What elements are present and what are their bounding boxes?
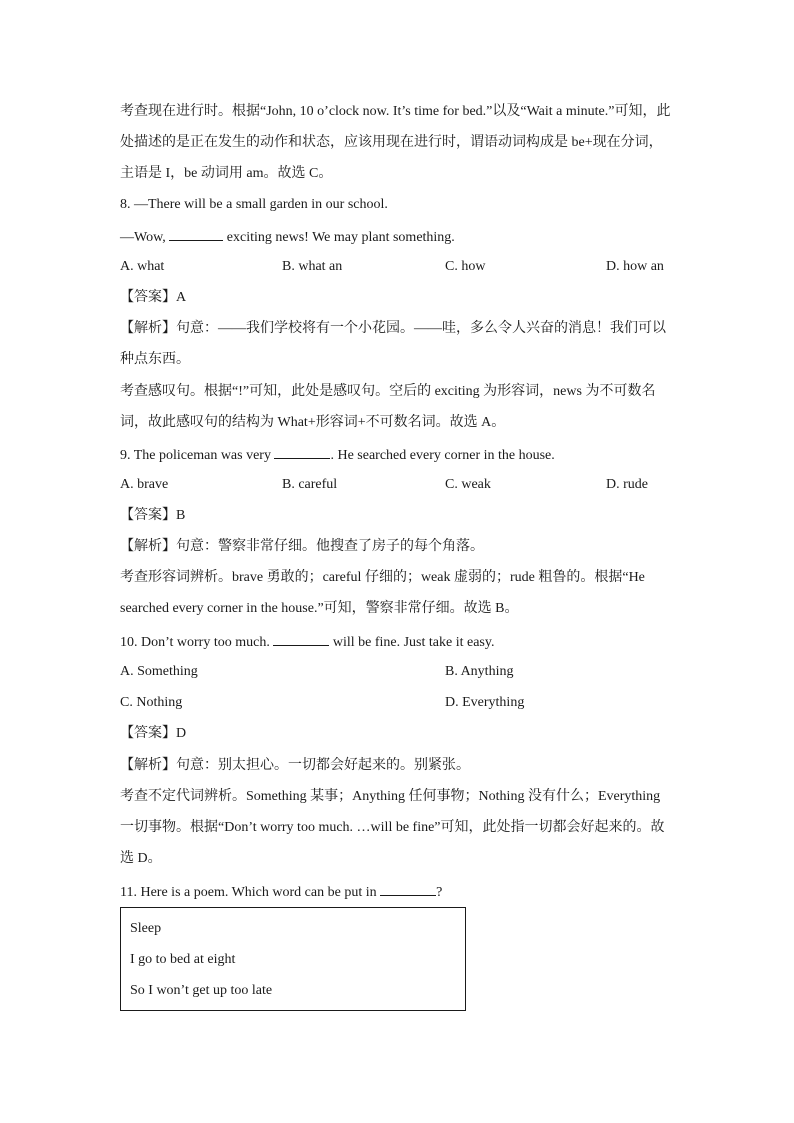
q10-analysis-line-3: 一切事物。根据“Don’t worry too much. …will be fine”可知，此处指一切都会好起来的。故 [120, 820, 665, 835]
q9-option-d: D. rude [606, 477, 648, 492]
q9-answer: 【答案】B [120, 508, 186, 523]
q8-option-c: C. how [445, 259, 486, 274]
q8-option-b: B. what an [282, 259, 343, 274]
q7-analysis-line-1: 考查现在进行时。根据“John, 10 o’clock now. It’s time for bed.”以及“Wait a minute.”可知，此 [120, 104, 671, 119]
q8-blank [169, 226, 223, 241]
q7-analysis-line-2: 处描述的是正在发生的动作和状态，应该用现在进行时，谓语动词构成是 be+现在分词， [120, 135, 663, 150]
q10-option-c: C. Nothing [120, 695, 183, 710]
q10-analysis-line-4: 选 D。 [120, 851, 162, 866]
q10-option-b: B. Anything [445, 664, 514, 679]
q8-stem-after: exciting news! We may plant something. [223, 230, 455, 245]
q10-stem [120, 631, 680, 653]
q9-analysis-line-2: 考查形容词辨析。brave 勇敢的；careful 仔细的；weak 虚弱的；rude 粗鲁的。根据“He [120, 570, 645, 585]
q9-option-b: B. careful [282, 477, 338, 492]
q10-option-a: A. Something [120, 664, 198, 679]
q8-answer: 【答案】A [120, 290, 187, 305]
poem-box [120, 907, 466, 1011]
q9-stem-before: 9. The policeman was very [120, 448, 275, 463]
q8-option-a: A. what [120, 259, 165, 274]
q8-analysis-line-3: 考查感叹句。根据“!”可知，此处是感叹句。空后的 exciting 为形容词，news 为不可数名 [120, 384, 656, 399]
q9-analysis-line-3: searched every corner in the house.”可知，警察非常仔细。故选 B。 [120, 601, 519, 616]
q11-blank [380, 881, 436, 896]
q7-analysis-line-3: 主语是 I，be 动词用 am。故选 C。 [120, 166, 333, 181]
q9-stem-after: . He searched every corner in the house. [330, 448, 555, 463]
q8-stem-line-2 [120, 226, 680, 248]
q8-analysis-line-4: 词，故此感叹句的结构为 What+形容词+不可数名词。故选 A。 [120, 415, 506, 430]
q10-analysis-line-1: 【解析】句意：别太担心。一切都会好起来的。别紧张。 [120, 758, 470, 773]
q11-stem [120, 881, 680, 903]
poem-line-2: I go to bed at eight [130, 952, 236, 967]
q10-option-d: D. Everything [445, 695, 525, 710]
q10-stem-before: 10. Don’t worry too much. [120, 635, 274, 650]
q8-analysis-line-2: 种点东西。 [120, 352, 190, 367]
q10-stem-after: will be fine. Just take it easy. [329, 635, 495, 650]
q10-analysis-line-2: 考查不定代词辨析。Something 某事；Anything 任何事物；Nothing 没有什么；Everything [120, 789, 661, 804]
q8-stem: 8. —There will be a small garden in our school. [120, 197, 388, 212]
q10-answer: 【答案】D [120, 726, 187, 741]
q9-option-c: C. weak [445, 477, 491, 492]
q9-stem [120, 444, 680, 466]
q11-stem-after: ? [436, 885, 443, 900]
q8-analysis-line-1: 【解析】句意：——我们学校将有一个小花园。——哇，多么令人兴奋的消息！我们可以 [120, 321, 666, 336]
poem-line-1: Sleep [130, 921, 162, 936]
poem-line-3: So I won’t get up too late [130, 983, 273, 998]
q8-stem-before: —Wow, [120, 230, 170, 245]
q11-stem-before: 11. Here is a poem. Which word can be put in [120, 885, 381, 900]
q9-analysis-line-1: 【解析】句意：警察非常仔细。他搜查了房子的每个角落。 [120, 539, 484, 554]
q9-blank [274, 444, 330, 459]
q8-option-d: D. how an [606, 259, 664, 274]
q10-blank [273, 631, 329, 646]
q9-option-a: A. brave [120, 477, 169, 492]
